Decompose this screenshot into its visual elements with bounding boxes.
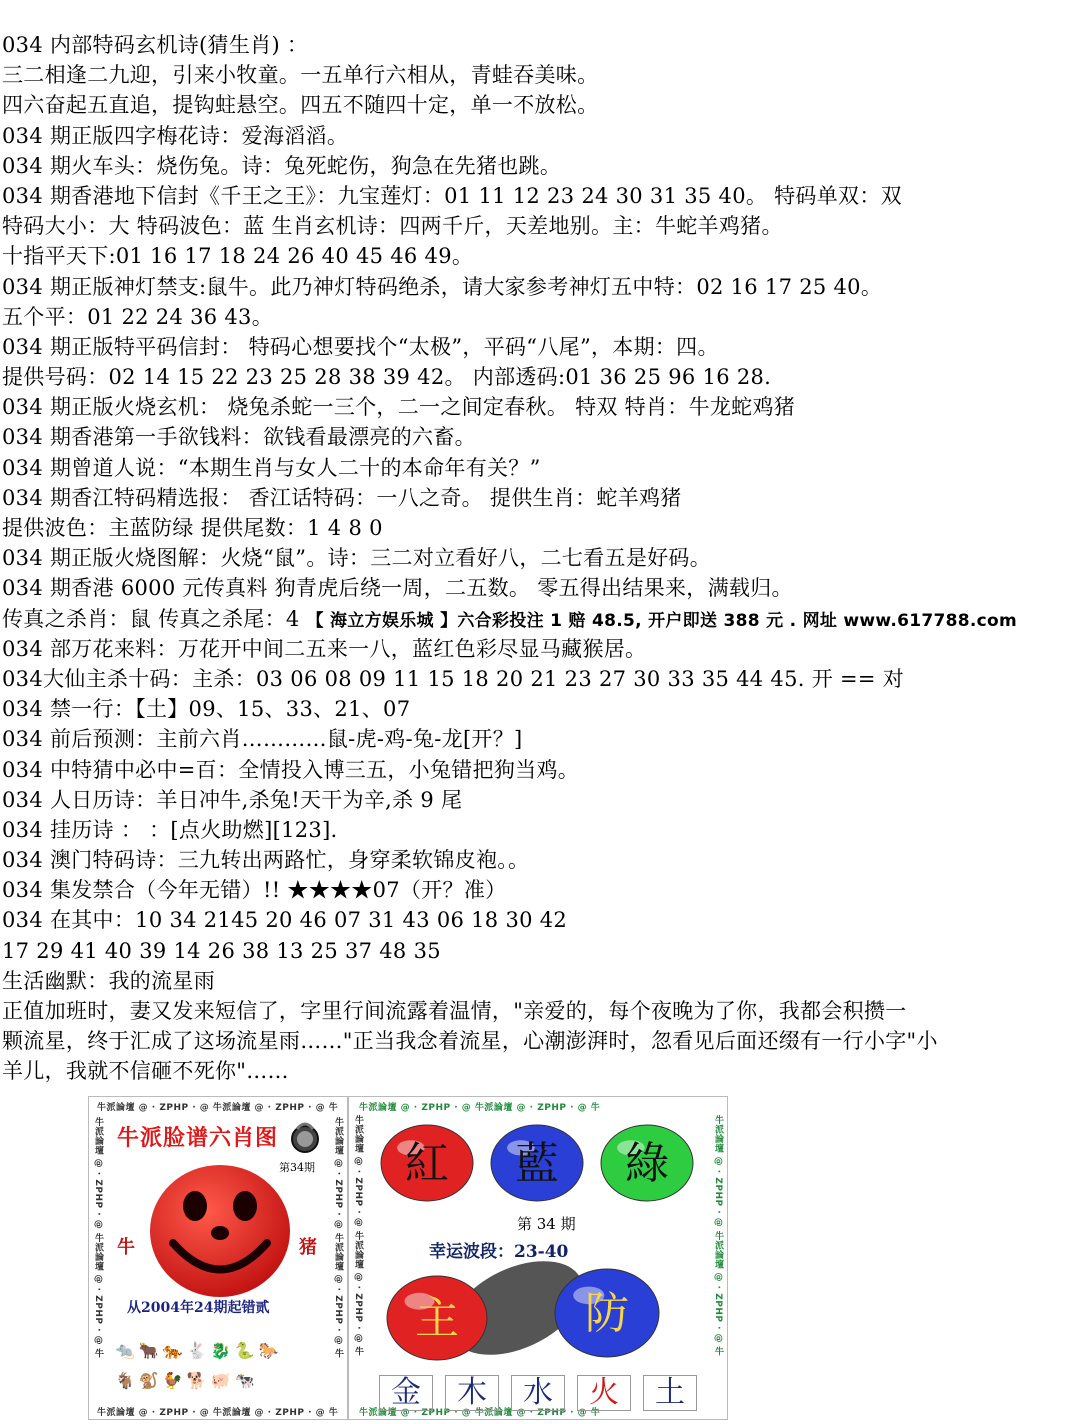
text-line-7: 特码大小：大 特码波色：蓝 生肖玄机诗：四两千斤，天差地别。主：牛蛇羊鸡猪。 — [2, 214, 783, 239]
element-4: 火 — [577, 1375, 631, 1411]
text-line-b-3: 034 禁一行：【土】09、15、33、21、07 — [2, 697, 411, 722]
lucky-wave: 幸运波段：23-40 — [429, 1242, 569, 1262]
fax-text: 传真之杀肖：鼠 传真之杀尾：4 — [2, 606, 300, 631]
text-line-14: 034 期香港第一手欲钱料：欲钱看最漂亮的六畜。 — [2, 425, 476, 450]
text-line-5: 034 期火车头：烧伤兔。诗：兔死蛇伤，狗急在先猪也跳。 — [2, 153, 562, 178]
text-line-b-4: 034 前后预测：主前六肖…………鼠-虎-鸡-兔-龙[开？] — [2, 727, 523, 752]
text-line-b-15: 羊儿，我就不信砸不死你"…… — [2, 1059, 289, 1084]
color-ball-2 — [491, 1125, 583, 1201]
color-ball-2-label: 藍 — [515, 1138, 559, 1189]
color-balls — [367, 1113, 709, 1213]
text-line-b-5: 034 中特猜中必中=百：全情投入博三五，小兔错把狗当鸡。 — [2, 757, 580, 782]
guard-ball-label: 防 — [585, 1288, 629, 1339]
element-3: 水 — [511, 1375, 565, 1411]
zodiac-right-label: 猪 — [299, 1237, 317, 1258]
text-line-9: 034 期正版神灯禁支:鼠牛。此乃神灯特码绝杀，请大家参考神灯五中特：02 16 17 25 40。 — [2, 274, 883, 299]
text-line-18: 034 期正版火烧图解：火烧“鼠”。诗：三二对立看好八，二七看五是好码。 — [2, 546, 712, 571]
text-line-b-10: 034 在其中：10 34 2145 20 46 07 31 43 06 18 30 42 — [2, 908, 568, 933]
text-line-1: 034 内部特码玄机诗(猜生肖) ： — [2, 33, 309, 57]
color-ball-1-label: 紅 — [405, 1138, 449, 1189]
text-line-3: 四六奋起五直追，提钩蛀悬空。四五不随四十定，单一不放松。 — [2, 93, 599, 118]
color-ball-3-label: 綠 — [625, 1138, 669, 1189]
text-line-b-12: 生活幽默：我的流星雨 — [2, 968, 215, 993]
text-line-17: 提供波色：主蓝防绿 提供尾数：1 4 8 0 — [2, 516, 383, 540]
text-line-b-14: 颗流星，终于汇成了这场流星雨……"正当我念着流星，心潮澎湃时，忽看见后面还缀有一行小字"小 — [2, 1029, 938, 1054]
text-line-b-9: 034 集发禁合（今年无错）!! ★★★★07（开？准） — [2, 878, 507, 903]
animal-icons-row-1: 🐀🐂🐅🐇🐉🐍🐎 — [115, 1341, 283, 1360]
text-line-b-8: 034 澳门特码诗：三九转出两路忙，身穿柔软锦皮袍。。 — [2, 848, 530, 873]
text-line-13: 034 期正版火烧玄机： 烧兔杀蛇一三个，二一之间定春秋。 特双 特肖：牛龙蛇鸡猪 — [2, 395, 796, 420]
face-chart-image — [88, 1096, 348, 1420]
text-line-11: 034 期正版特平码信封： 特码心想要找个“太极”，平码“八尾”，本期：四。 — [2, 334, 719, 359]
watermark-bottom: 牛派論壇 @ · ZPHP · @ 牛派論壇 @ · ZPHP · @ 牛 — [359, 1408, 601, 1418]
animal-icons-row-2: 🐐🐒🐓🐕🐖🐄 — [115, 1371, 259, 1390]
text-line-b-13: 正值加班时，妻又发来短信了，字里行间流露着温情，"亲爱的，每个夜晚为了你，我都会积攒一 — [2, 999, 907, 1023]
watermark-right: 牛派論壇 @ · ZPHP · @ 牛派論壇 @ · ZPHP · @ 牛 — [713, 1115, 723, 1357]
guard-ball — [555, 1269, 659, 1357]
watermark-bottom: 牛派論壇 @ · ZPHP · @ 牛派論壇 @ · ZPHP · @ 牛 — [97, 1408, 339, 1418]
text-line-b-6: 034 人日历诗：羊日冲牛,杀兔!天干为辛,杀 9 尾 — [2, 787, 463, 812]
text-line-15: 034 期曾道人说：“本期生肖与女人二十的本命年有关？” — [2, 455, 541, 480]
text-block-1 — [0, 30, 1068, 604]
watermark-right: 牛派論壇 @ · ZPHP · @ 牛派論壇 @ · ZPHP · @ 牛 — [333, 1117, 343, 1359]
color-wave-content — [367, 1113, 709, 1410]
color-wave-image — [348, 1096, 728, 1420]
wave-issue: 第 34 期 — [517, 1215, 576, 1233]
text-block-2 — [0, 634, 1068, 1087]
element-2: 木 — [445, 1375, 499, 1411]
smiley-face-icon — [145, 1161, 295, 1301]
text-line-b-11: 17 29 41 40 39 14 26 38 13 25 37 48 35 — [2, 938, 441, 963]
text-line-b-1: 034 部万花来料：万花开中间二五来一八，蓝红色彩尽显马藏猴居。 — [2, 636, 647, 661]
element-5: 土 — [643, 1375, 697, 1411]
text-line-12: 提供号码：02 14 15 22 23 25 28 38 39 42。 内部透码:01 36 25 96 16 28. — [2, 365, 772, 390]
advert-text: 【 海立方娱乐城 】六合彩投注 1 赔 48.5, 开户即送 388 元 . 网址 www.617788.com — [306, 610, 1017, 631]
fax-line — [0, 604, 1068, 634]
text-line-10: 五个平：01 22 24 36 43。 — [2, 304, 274, 329]
main-ball — [387, 1276, 487, 1360]
zodiac-left-label: 牛 — [117, 1237, 135, 1258]
text-line-19: 034 期香港 6000 元传真料 狗青虎后绕一周，二五数。 零五得出结果来，满载归。 — [2, 576, 793, 601]
face-chart-subtitle: 从2004年24期起错贰 — [127, 1300, 270, 1316]
text-line-b-2: 034大仙主杀十码：主杀：03 06 08 09 11 15 18 20 21 23 27 30 33 35 44 45. 开 == 对 — [2, 666, 905, 691]
watermark-left: 牛派論壇 @ · ZPHP · @ 牛派論壇 @ · ZPHP · @ 牛 — [93, 1117, 103, 1359]
document-body — [0, 30, 1068, 1087]
element-1: 金 — [379, 1375, 433, 1411]
text-line-4: 034 期正版四字梅花诗：爱海滔滔。 — [2, 123, 349, 148]
watermark-left: 牛派論壇 @ · ZPHP · @ 牛派論壇 @ · ZPHP · @ 牛 — [353, 1115, 363, 1357]
text-line-6: 034 期香港地下信封《千王之王》：九宝莲灯：01 11 12 23 24 30 31 35 40。 特码单双：双 — [2, 183, 902, 208]
color-ball-3 — [601, 1125, 693, 1201]
lock-icon — [287, 1119, 323, 1155]
main-ball-label: 主 — [415, 1293, 459, 1344]
text-line-2: 三二相逢二九迎，引来小牧童。一五单行六相从，青蛙吞美味。 — [2, 63, 599, 88]
face-chart-issue: 第34期 — [279, 1161, 315, 1174]
main-guard-balls — [367, 1253, 709, 1373]
face-chart-title: 牛派脸谱六肖图 — [117, 1125, 279, 1151]
watermark-top: 牛派論壇 @ · ZPHP · @ 牛派論壇 @ · ZPHP · @ 牛 — [359, 1103, 601, 1113]
text-line-b-7: 034 挂历诗 ： ：[点火助燃][123]. — [2, 817, 338, 842]
text-line-8: 十指平天下:01 16 17 18 24 26 40 45 46 49。 — [2, 244, 474, 269]
face-chart-content — [109, 1115, 327, 1400]
color-ball-1 — [381, 1125, 473, 1201]
text-line-16: 034 期香江特码精选报： 香江话特码：一八之奇。 提供生肖：蛇羊鸡猪 — [2, 485, 682, 510]
watermark-top: 牛派論壇 @ · ZPHP · @ 牛派論壇 @ · ZPHP · @ 牛 — [97, 1103, 339, 1113]
